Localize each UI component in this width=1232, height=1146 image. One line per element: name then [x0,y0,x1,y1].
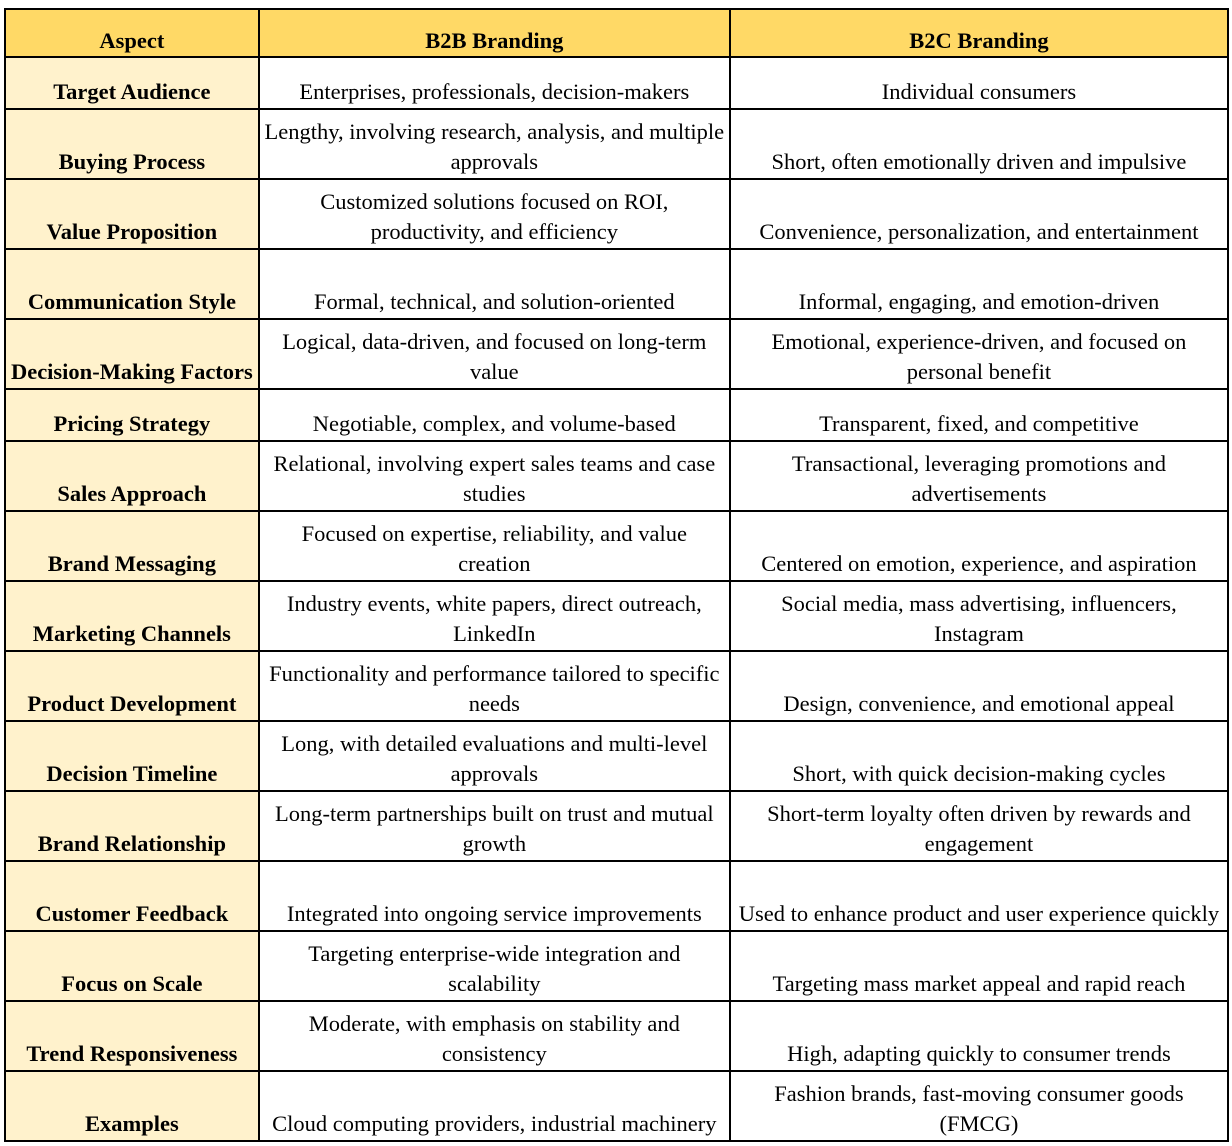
b2c-cell: Individual consumers [730,57,1228,109]
b2b-cell: Industry events, white papers, direct outreach, LinkedIn [259,581,730,651]
b2b-cell: Targeting enterprise-wide integration and scalability [259,931,730,1001]
b2c-cell: Social media, mass advertising, influencers, Instagram [730,581,1228,651]
b2c-cell: Targeting mass market appeal and rapid reach [730,931,1228,1001]
table-row [5,511,1228,581]
table-row [5,861,1228,931]
b2c-cell: Short, with quick decision-making cycles [730,721,1228,791]
header-b2b: B2B Branding [259,9,730,57]
table-row [5,249,1228,319]
b2c-cell: Convenience, personalization, and entertainment [730,179,1228,249]
b2c-cell: Short-term loyalty often driven by rewards and engagement [730,791,1228,861]
b2b-cell: Enterprises, professionals, decision-makers [259,57,730,109]
aspect-cell: Focus on Scale [5,931,259,1001]
aspect-cell: Product Development [5,651,259,721]
b2c-cell: Used to enhance product and user experience quickly [730,861,1228,931]
table-row [5,581,1228,651]
aspect-cell: Brand Relationship [5,791,259,861]
table-body [5,57,1228,1141]
aspect-cell: Decision-Making Factors [5,319,259,389]
b2c-cell: Transparent, fixed, and competitive [730,389,1228,441]
b2b-cell: Moderate, with emphasis on stability and consistency [259,1001,730,1071]
aspect-cell: Examples [5,1071,259,1141]
table-row [5,1001,1228,1071]
aspect-cell: Communication Style [5,249,259,319]
aspect-cell: Pricing Strategy [5,389,259,441]
aspect-cell: Customer Feedback [5,861,259,931]
table-row [5,57,1228,109]
b2b-cell: Long-term partnerships built on trust and mutual growth [259,791,730,861]
aspect-cell: Decision Timeline [5,721,259,791]
b2c-cell: Fashion brands, fast-moving consumer goods (FMCG) [730,1071,1228,1141]
b2c-cell: Design, convenience, and emotional appeal [730,651,1228,721]
table-row [5,389,1228,441]
table-row [5,179,1228,249]
aspect-cell: Marketing Channels [5,581,259,651]
b2b-cell: Integrated into ongoing service improvements [259,861,730,931]
b2c-cell: Centered on emotion, experience, and aspiration [730,511,1228,581]
table-row [5,1071,1228,1141]
table-row [5,931,1228,1001]
b2b-cell: Lengthy, involving research, analysis, and multiple approvals [259,109,730,179]
aspect-cell: Buying Process [5,109,259,179]
b2c-cell: High, adapting quickly to consumer trends [730,1001,1228,1071]
b2b-cell: Negotiable, complex, and volume-based [259,389,730,441]
b2c-cell: Emotional, experience-driven, and focused on personal benefit [730,319,1228,389]
b2b-cell: Logical, data-driven, and focused on long-term value [259,319,730,389]
b2b-cell: Functionality and performance tailored to specific needs [259,651,730,721]
b2b-cell: Focused on expertise, reliability, and value creation [259,511,730,581]
b2c-cell: Transactional, leveraging promotions and advertisements [730,441,1228,511]
b2b-cell: Cloud computing providers, industrial machinery [259,1071,730,1141]
table-row [5,319,1228,389]
b2c-cell: Informal, engaging, and emotion-driven [730,249,1228,319]
b2b-cell: Customized solutions focused on ROI, productivity, and efficiency [259,179,730,249]
aspect-cell: Value Proposition [5,179,259,249]
aspect-cell: Sales Approach [5,441,259,511]
table-row [5,721,1228,791]
b2b-cell: Formal, technical, and solution-oriented [259,249,730,319]
aspect-cell: Target Audience [5,57,259,109]
header-aspect: Aspect [5,9,259,57]
aspect-cell: Brand Messaging [5,511,259,581]
table-row [5,791,1228,861]
table-row [5,109,1228,179]
b2b-vs-b2c-comparison-table [4,8,1229,1142]
table-row [5,651,1228,721]
aspect-cell: Trend Responsiveness [5,1001,259,1071]
b2b-cell: Long, with detailed evaluations and multi-level approvals [259,721,730,791]
header-b2c: B2C Branding [730,9,1228,57]
table-row [5,441,1228,511]
b2c-cell: Short, often emotionally driven and impulsive [730,109,1228,179]
header-row [5,9,1228,57]
b2b-cell: Relational, involving expert sales teams and case studies [259,441,730,511]
